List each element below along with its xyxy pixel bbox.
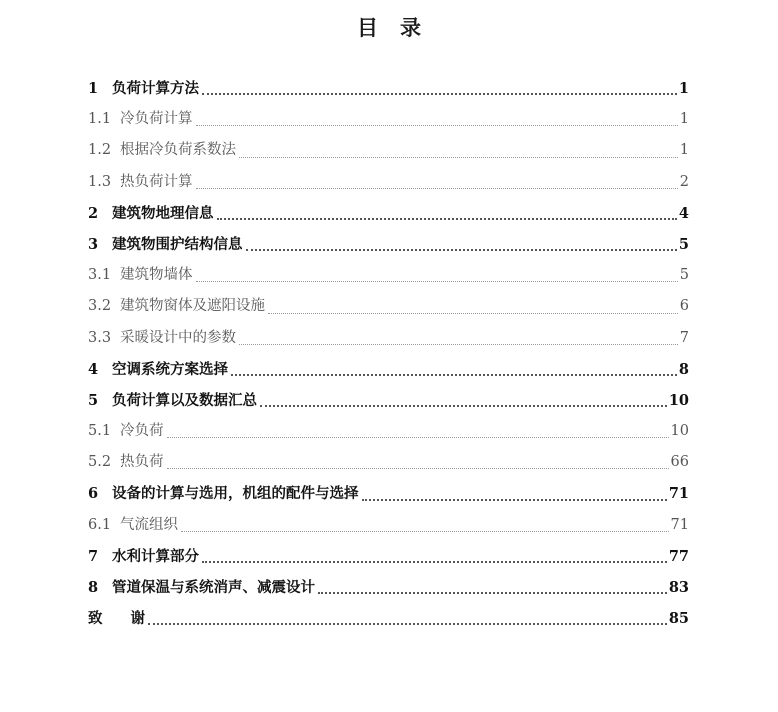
title-char: 目 — [357, 15, 378, 40]
toc-entry-page-number: 1 — [678, 80, 689, 97]
table-of-contents — [88, 73, 689, 634]
toc-entry-number: 3.3 — [88, 329, 112, 346]
toc-entry-label — [88, 603, 145, 634]
toc-entry[interactable] — [88, 447, 689, 478]
toc-entry-label: 设备的计算与选用，机组的配件与选择 — [112, 485, 359, 503]
toc-entry-label: 热负荷 — [120, 454, 164, 471]
toc-entry-number: 3.1 — [88, 267, 112, 284]
dot-leader — [167, 437, 669, 438]
toc-entry-label: 建筑物围护结构信息 — [112, 235, 243, 253]
toc-entry-number: 6 — [88, 485, 99, 503]
toc-entry-page-number: 10 — [668, 391, 689, 409]
toc-entry[interactable] — [88, 416, 689, 447]
toc-entry-page-number: 5 — [678, 235, 689, 253]
toc-entry[interactable] — [88, 510, 689, 541]
dot-leader — [260, 405, 667, 407]
toc-entry-page-number: 1 — [679, 111, 689, 128]
toc-entry-label: 气流组织 — [120, 516, 178, 533]
dot-leader — [196, 125, 678, 126]
toc-entry[interactable] — [88, 541, 689, 572]
toc-entry-page-number: 71 — [670, 516, 689, 533]
toc-entry-page-number: 4 — [678, 204, 689, 222]
toc-entry-label: 冷负荷 — [120, 423, 164, 440]
toc-entry-number: 5.2 — [88, 454, 112, 471]
toc-entry-page-number: 83 — [668, 579, 689, 596]
toc-entry-number: 3.2 — [88, 298, 112, 315]
ack-char: 致 — [88, 610, 103, 628]
toc-entry-label: 根据冷负荷系数法 — [120, 142, 236, 159]
toc-entry[interactable] — [88, 260, 689, 291]
dot-leader — [181, 531, 669, 532]
dot-leader — [246, 249, 677, 251]
toc-entry-label: 建筑物地理信息 — [112, 204, 214, 222]
toc-entry[interactable] — [88, 198, 689, 229]
toc-entry-label: 空调系统方案选择 — [112, 360, 228, 378]
dot-leader — [362, 499, 667, 501]
toc-entry-label: 负荷计算以及数据汇总 — [112, 391, 257, 409]
dot-leader — [148, 623, 667, 625]
toc-entry-label: 建筑物窗体及遮阳设施 — [120, 298, 265, 315]
toc-entry-page-number: 77 — [668, 547, 689, 565]
toc-entry[interactable] — [88, 73, 689, 104]
toc-entry[interactable] — [88, 478, 689, 509]
toc-entry-number: 2 — [88, 204, 99, 222]
toc-entry-page-number: 2 — [679, 173, 689, 190]
toc-entry-page-number: 6 — [679, 298, 689, 315]
toc-entry-label: 管道保温与系统消声、减震设计 — [112, 579, 315, 596]
ack-char: 谢 — [130, 610, 145, 628]
dot-leader — [196, 281, 678, 282]
toc-entry-number: 7 — [88, 547, 99, 565]
toc-entry-number: 5 — [88, 391, 99, 409]
toc-entry-page-number: 71 — [668, 485, 689, 503]
toc-entry-page-number: 8 — [678, 360, 689, 378]
toc-entry[interactable] — [88, 385, 689, 416]
dot-leader — [202, 561, 667, 563]
toc-entry-label: 冷负荷计算 — [120, 111, 193, 128]
toc-entry-page-number: 1 — [679, 142, 689, 159]
toc-entry-label: 负荷计算方法 — [112, 80, 199, 97]
toc-entry-label: 采暖设计中的参数 — [120, 329, 236, 346]
dot-leader — [202, 93, 677, 95]
toc-entry-label: 建筑物墙体 — [120, 267, 193, 284]
toc-entry[interactable] — [88, 135, 689, 166]
dot-leader — [239, 344, 678, 345]
toc-entry[interactable] — [88, 354, 689, 385]
toc-entry-page-number: 66 — [670, 454, 689, 471]
dot-leader — [268, 313, 678, 314]
toc-entry[interactable] — [88, 167, 689, 198]
toc-entry-page-number: 7 — [679, 329, 689, 346]
dot-leader — [239, 157, 678, 158]
toc-entry-number: 1.2 — [88, 142, 112, 159]
toc-entry[interactable] — [88, 229, 689, 260]
dot-leader — [231, 374, 677, 376]
title-char: 录 — [400, 15, 421, 40]
toc-entry-number: 1.3 — [88, 173, 112, 190]
toc-entry-number: 1.1 — [88, 111, 112, 128]
toc-entry-label: 水利计算部分 — [112, 547, 199, 565]
toc-entry[interactable] — [88, 104, 689, 135]
toc-entry-number: 1 — [88, 80, 99, 97]
toc-entry-number: 8 — [88, 579, 99, 596]
dot-leader — [196, 188, 678, 189]
toc-entry-number: 4 — [88, 360, 99, 378]
toc-entry-page-number: 5 — [679, 267, 689, 284]
dot-leader — [217, 218, 677, 220]
toc-entry[interactable] — [88, 572, 689, 603]
toc-entry-number: 3 — [88, 235, 99, 253]
toc-entry-number: 6.1 — [88, 516, 112, 533]
toc-entry-page-number: 85 — [668, 610, 689, 628]
toc-entry-page-number: 10 — [670, 423, 689, 440]
toc-entry[interactable] — [88, 291, 689, 322]
toc-entry[interactable] — [88, 323, 689, 354]
dot-leader — [318, 592, 667, 594]
toc-entry-acknowledgement[interactable] — [88, 603, 689, 634]
page-title — [0, 12, 778, 42]
toc-entry-number: 5.1 — [88, 423, 112, 440]
toc-entry-label: 热负荷计算 — [120, 173, 193, 190]
dot-leader — [167, 468, 669, 469]
